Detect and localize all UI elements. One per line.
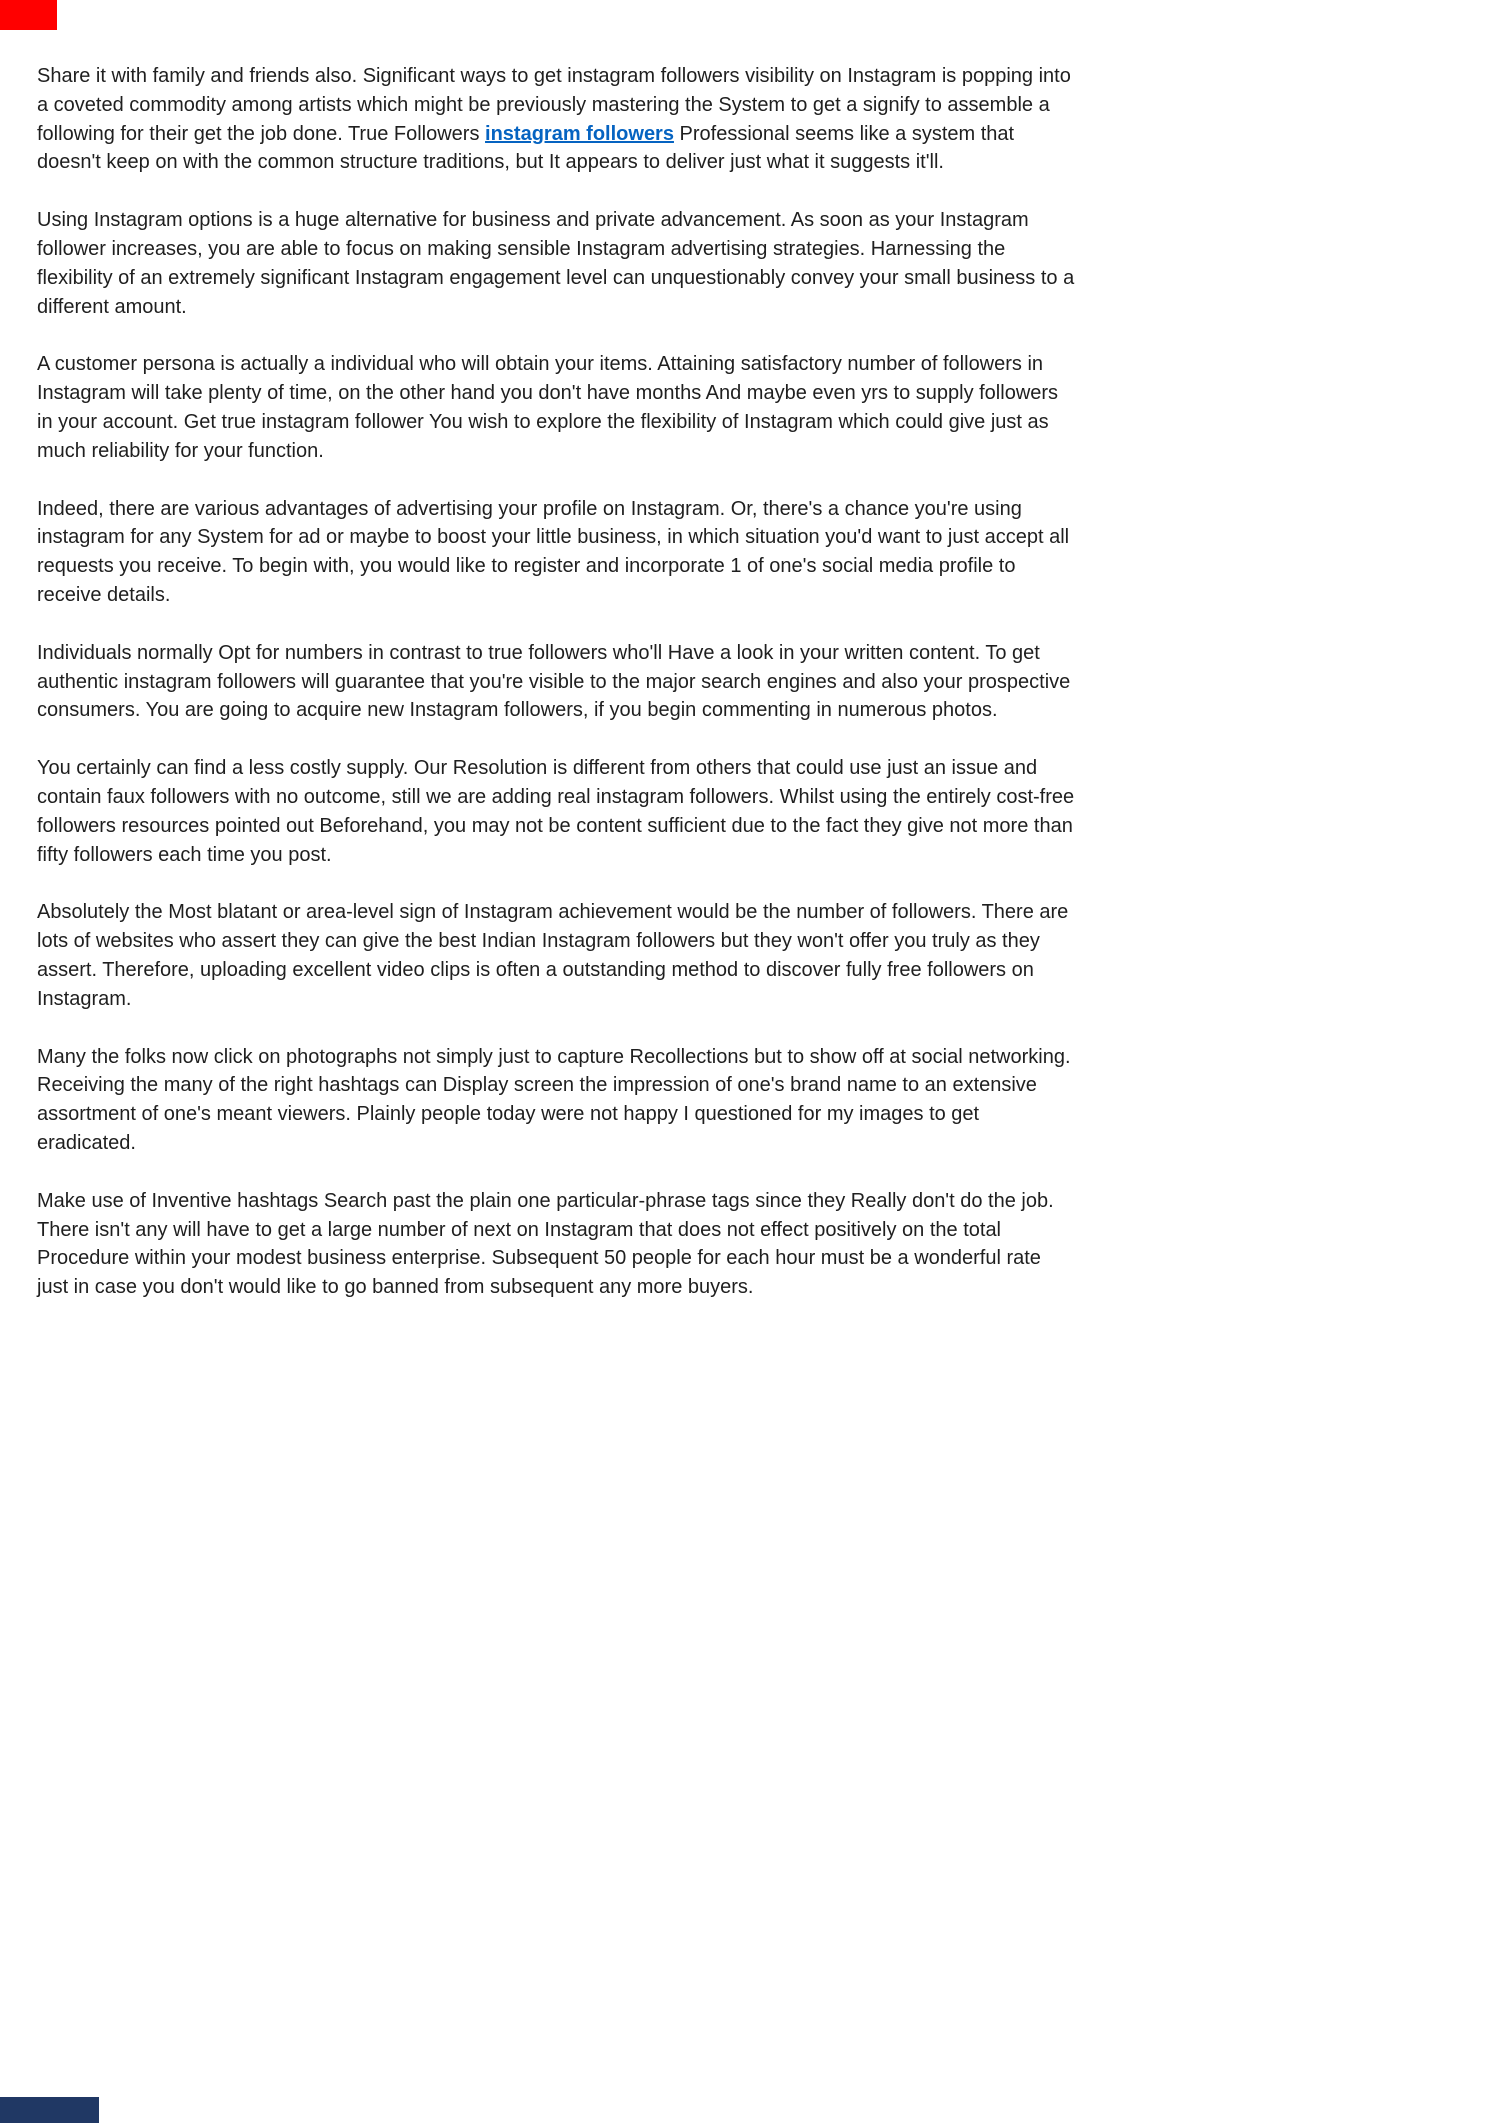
paragraph: Make use of Inventive hashtags Search past the plain one particular-phrase tags since they Really don't do the job. There isn't any will have to get a large number of next on Instagram that does not effect positively on the total Procedure within your modest business enterprise. Subsequent 50 people for each hour must be a wonderful rate just in case you don't would like to go banned from subsequent any more buyers.: [37, 1189, 1054, 1299]
paragraph: Indeed, there are various advantages of advertising your profile on Instagram. Or, there's a chance you're using instagram for any System for ad or maybe to boost your little business, in which situation you'd want to just accept all requests you receive. To begin with, you would like to register and incorporate 1 of one's social media profile to receive details.: [37, 497, 1070, 606]
paragraph: Individuals normally Opt for numbers in contrast to true followers who'll Have a look in your written content. To get authentic instagram followers will guarantee that you're visible to the major search engines and also your prospective consumers. You are going to acquire new Instagram followers, if you begin commenting in numerous photos.: [37, 641, 1071, 722]
paragraph: Using Instagram options is a huge alternative for business and private advancement. As soon as your Instagram follower increases, you are able to focus on making sensible Instagram advertising strategies. Harnessing the flexibility of an extremely significant Instagram engagement level can unquestionably convey your small business to a different amount.: [37, 209, 1075, 318]
paragraph: Absolutely the Most blatant or area-level sign of Instagram achievement would be the number of followers. There are lots of websites who assert they can give the best Indian Instagram followers but they won't offer you truly as they assert. Therefore, uploading excellent video clips is often a outstanding method to discover fully free followers on Instagram.: [37, 901, 1069, 1010]
paragraph-text: Share it with family and friends also. Significant ways to get instagram followers visibility on Instagram is popping into a coveted commodity among artists which might be previously mastering the System to get a signify to assemble a following for their get the job done. True Followers: [37, 65, 1071, 145]
paragraph: Many the folks now click on photographs not simply just to capture Recollections but to show off at social networking. Receiving the many of the right hashtags can Display screen the impression of one's brand name to an extensive assortment of one's meant viewers. Plainly people today were not happy I questioned for my images to get eradicated.: [37, 1045, 1071, 1154]
paragraph: [37, 62, 1077, 177]
instagram-followers-link[interactable]: instagram followers: [485, 122, 674, 145]
top-left-red-marker: [0, 0, 57, 30]
article-body: [37, 62, 1077, 1331]
bottom-left-navy-marker: [0, 2097, 99, 2123]
paragraph: You certainly can find a less costly supply. Our Resolution is different from others that could use just an issue and contain faux followers with no outcome, still we are adding real instagram followers. Whilst using the entirely cost-free followers resources pointed out Beforehand, you may not be content sufficient due to the fact they give not more than fifty followers each time you post.: [37, 757, 1075, 866]
paragraph: A customer persona is actually a individual who will obtain your items. Attaining satisfactory number of followers in Instagram will take plenty of time, on the other hand you don't have months And maybe even yrs to supply followers in your account. Get true instagram follower You wish to explore the flexibility of Instagram which could give just as much reliability for your function.: [37, 353, 1059, 462]
paragraph-text: Professional seems like a system that doesn't keep on with the common structure traditions, but It appears to deliver just what it suggests it'll.: [37, 122, 1015, 174]
